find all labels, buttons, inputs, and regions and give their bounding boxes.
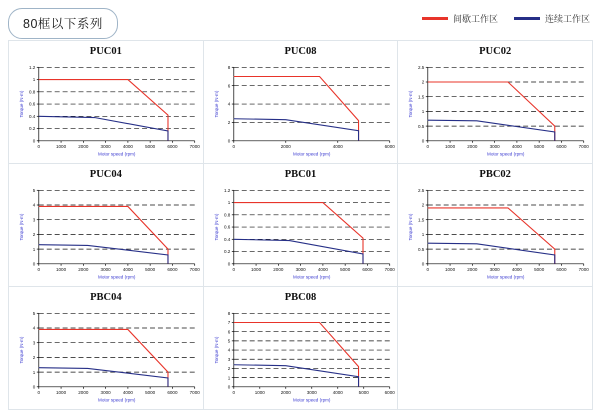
chart-title: PBC01 xyxy=(284,169,317,180)
x-tick-label: 6000 xyxy=(167,267,178,273)
x-tick-label: 1000 xyxy=(56,390,67,396)
x-axis-label: Motor speed (rpm) xyxy=(98,151,136,157)
x-tick-label: 4000 xyxy=(122,144,133,150)
y-tick-label: 0.6 xyxy=(223,224,230,230)
torque-speed-chart xyxy=(204,59,398,163)
x-tick-label: 1000 xyxy=(250,267,261,273)
x-tick-label: 7000 xyxy=(189,390,200,396)
y-axis-label: Torque (N·m) xyxy=(213,336,219,364)
x-axis-label: Motor speed (rpm) xyxy=(487,151,525,157)
x-tick-label: 0 xyxy=(37,144,41,150)
x-tick-label: 1000 xyxy=(56,267,67,273)
y-tick-label: 2 xyxy=(227,120,230,126)
x-tick-label: 5000 xyxy=(145,390,156,396)
y-tick-label: 0 xyxy=(32,261,36,267)
x-axis-label: Motor speed (rpm) xyxy=(292,397,331,403)
x-tick-label: 5000 xyxy=(358,390,369,396)
series-line-continuous xyxy=(233,365,358,387)
torque-speed-chart xyxy=(9,59,203,163)
series-line-continuous xyxy=(39,245,168,264)
y-tick-label: 0 xyxy=(227,138,230,144)
empty-cell xyxy=(398,287,593,410)
x-tick-label: 2000 xyxy=(467,144,478,150)
chart-cell xyxy=(398,41,593,164)
y-tick-label: 2 xyxy=(422,202,425,208)
y-tick-label: 1 xyxy=(227,200,230,206)
y-tick-label: 0.2 xyxy=(223,249,230,255)
y-tick-label: 3 xyxy=(227,356,230,362)
chart-title: PUC08 xyxy=(284,46,317,57)
y-tick-label: 4 xyxy=(32,325,36,331)
chart-title: PBC04 xyxy=(90,292,122,303)
x-tick-label: 6000 xyxy=(384,390,395,396)
y-tick-label: 1 xyxy=(227,375,230,381)
x-tick-label: 3000 xyxy=(489,144,501,150)
y-axis-label: Torque (N·m) xyxy=(408,90,414,118)
x-axis-label: Motor speed (rpm) xyxy=(292,274,331,280)
series-line-continuous xyxy=(39,368,168,387)
series-line-continuous xyxy=(428,120,555,141)
plot-area xyxy=(204,59,398,163)
y-tick-label: 3 xyxy=(32,340,36,346)
torque-speed-chart xyxy=(204,182,398,286)
chart-title: PBC08 xyxy=(284,292,317,303)
y-axis-label: Torque (N·m) xyxy=(213,90,219,118)
chart-title: PUC02 xyxy=(479,46,512,57)
series-line-continuous xyxy=(233,119,358,141)
x-tick-label: 0 xyxy=(426,267,430,273)
x-tick-label: 5000 xyxy=(534,267,545,273)
chart-cell xyxy=(204,164,399,287)
x-tick-label: 4000 xyxy=(512,267,523,273)
chart-cell xyxy=(204,41,399,164)
y-tick-label: 0 xyxy=(32,138,36,144)
x-tick-label: 0 xyxy=(37,390,41,396)
x-tick-label: 0 xyxy=(37,267,41,273)
series-line-intermittent xyxy=(39,206,168,263)
x-tick-label: 5000 xyxy=(145,144,156,150)
x-tick-label: 3000 xyxy=(306,390,317,396)
torque-speed-chart xyxy=(398,59,592,163)
y-tick-label: 0.4 xyxy=(28,113,36,119)
y-tick-label: 0 xyxy=(32,384,36,390)
x-tick-label: 2000 xyxy=(78,144,89,150)
x-tick-label: 1000 xyxy=(56,144,67,150)
chart-grid xyxy=(8,40,593,410)
torque-speed-chart xyxy=(9,182,203,286)
x-axis-label: Motor speed (rpm) xyxy=(487,274,525,280)
y-tick-label: 1 xyxy=(32,369,36,375)
x-axis-label: Motor speed (rpm) xyxy=(98,397,136,403)
x-tick-label: 7000 xyxy=(578,267,590,273)
y-tick-label: 1 xyxy=(32,77,36,83)
chart-cell xyxy=(204,287,399,410)
x-tick-label: 3000 xyxy=(100,390,111,396)
x-tick-label: 6000 xyxy=(556,144,567,150)
y-tick-label: 0.6 xyxy=(28,101,36,107)
x-tick-label: 7000 xyxy=(189,267,200,273)
chart-title: PUC01 xyxy=(89,46,122,57)
y-tick-label: 1 xyxy=(422,109,425,115)
y-tick-label: 4 xyxy=(32,202,36,208)
y-tick-label: 2 xyxy=(422,79,425,85)
x-tick-label: 2000 xyxy=(467,267,478,273)
x-tick-label: 5000 xyxy=(534,144,545,150)
y-tick-label: 1.2 xyxy=(223,187,230,193)
y-tick-label: 5 xyxy=(227,338,230,344)
x-tick-label: 5000 xyxy=(339,267,350,273)
x-tick-label: 2000 xyxy=(272,267,284,273)
torque-speed-chart xyxy=(398,182,592,286)
y-axis-label: Torque (N·m) xyxy=(213,213,219,241)
series-line-intermittent xyxy=(233,76,358,140)
x-tick-label: 1000 xyxy=(445,144,456,150)
series-line-intermittent xyxy=(233,322,358,386)
legend-swatch-continuous xyxy=(514,17,540,20)
x-tick-label: 6000 xyxy=(167,144,178,150)
y-tick-label: 2 xyxy=(227,366,230,372)
x-tick-label: 6000 xyxy=(362,267,373,273)
x-tick-label: 3000 xyxy=(100,144,111,150)
x-tick-label: 3000 xyxy=(489,267,501,273)
x-axis-label: Motor speed (rpm) xyxy=(292,151,331,157)
plot-area xyxy=(9,182,203,286)
x-tick-label: 7000 xyxy=(578,144,590,150)
x-tick-label: 6000 xyxy=(556,267,567,273)
x-tick-label: 4000 xyxy=(122,390,133,396)
x-tick-label: 7000 xyxy=(189,144,200,150)
series-line-intermittent xyxy=(428,208,555,264)
x-tick-label: 6000 xyxy=(384,144,395,150)
legend-label-intermittent: 间歇工作区 xyxy=(452,14,498,24)
y-tick-label: 6 xyxy=(227,83,230,89)
y-tick-label: 1.5 xyxy=(418,94,425,100)
x-tick-label: 4000 xyxy=(332,144,343,150)
chart-title: PUC04 xyxy=(89,169,122,180)
x-tick-label: 0 xyxy=(426,144,430,150)
x-tick-label: 3000 xyxy=(295,267,306,273)
y-axis-label: Torque (N·m) xyxy=(18,213,24,241)
plot-area xyxy=(204,182,398,286)
x-axis-label: Motor speed (rpm) xyxy=(98,274,136,280)
y-tick-label: 2.5 xyxy=(418,187,425,193)
series-line-intermittent xyxy=(233,203,362,264)
x-tick-label: 0 xyxy=(232,267,235,273)
chart-cell xyxy=(398,164,593,287)
page-header xyxy=(0,0,600,40)
chart-cell xyxy=(9,164,204,287)
y-axis-label: Torque (N·m) xyxy=(408,213,414,241)
x-tick-label: 4000 xyxy=(332,390,343,396)
y-tick-label: 8 xyxy=(227,310,230,316)
y-tick-label: 0 xyxy=(422,138,425,144)
y-axis-label: Torque (N·m) xyxy=(18,90,24,118)
x-tick-label: 2000 xyxy=(78,390,89,396)
y-tick-label: 0.4 xyxy=(223,236,230,242)
y-tick-label: 0.2 xyxy=(28,126,36,132)
y-tick-label: 1 xyxy=(422,232,425,238)
plot-area xyxy=(9,305,203,409)
x-tick-label: 3000 xyxy=(100,267,111,273)
plot-area xyxy=(9,59,203,163)
y-tick-label: 0.8 xyxy=(223,212,230,218)
y-tick-label: 0.5 xyxy=(418,246,425,252)
series-line-intermittent xyxy=(39,80,168,141)
y-tick-label: 0.8 xyxy=(28,89,36,95)
plot-area xyxy=(204,305,398,409)
series-tag: 80框以下系列 xyxy=(8,8,118,39)
x-tick-label: 1000 xyxy=(254,390,265,396)
series-line-continuous xyxy=(428,243,555,264)
y-tick-label: 7 xyxy=(227,320,230,326)
x-tick-label: 4000 xyxy=(122,267,133,273)
y-tick-label: 0.5 xyxy=(418,123,425,129)
series-line-intermittent xyxy=(39,329,168,386)
x-tick-label: 6000 xyxy=(167,390,178,396)
y-tick-label: 4 xyxy=(227,347,230,353)
legend-item-continuous xyxy=(514,12,590,25)
legend-swatch-intermittent xyxy=(422,17,448,20)
y-tick-label: 2 xyxy=(32,232,36,238)
legend-label-continuous: 连续工作区 xyxy=(544,14,590,24)
y-tick-label: 0 xyxy=(227,261,230,267)
torque-speed-chart xyxy=(204,305,398,409)
legend-item-intermittent xyxy=(422,12,498,25)
x-tick-label: 2000 xyxy=(280,144,291,150)
y-tick-label: 4 xyxy=(227,101,230,107)
torque-speed-chart xyxy=(9,305,203,409)
plot-area xyxy=(398,59,592,163)
y-tick-label: 1.5 xyxy=(418,217,425,223)
chart-cell xyxy=(9,41,204,164)
y-tick-label: 0 xyxy=(227,384,230,390)
x-tick-label: 5000 xyxy=(145,267,156,273)
y-tick-label: 5 xyxy=(32,187,36,193)
x-tick-label: 0 xyxy=(232,390,235,396)
y-tick-label: 0 xyxy=(422,261,425,267)
x-tick-label: 0 xyxy=(232,144,235,150)
x-tick-label: 1000 xyxy=(445,267,456,273)
x-tick-label: 2000 xyxy=(280,390,291,396)
x-tick-label: 7000 xyxy=(384,267,395,273)
chart-cell xyxy=(9,287,204,410)
y-tick-label: 1 xyxy=(32,246,36,252)
legend xyxy=(422,12,590,25)
y-tick-label: 5 xyxy=(32,310,36,316)
y-tick-label: 2.5 xyxy=(418,64,425,70)
x-tick-label: 2000 xyxy=(78,267,89,273)
y-tick-label: 1.2 xyxy=(28,64,36,70)
y-axis-label: Torque (N·m) xyxy=(18,336,24,364)
y-tick-label: 6 xyxy=(227,329,230,335)
y-tick-label: 2 xyxy=(32,355,36,361)
chart-title: PBC02 xyxy=(479,169,511,180)
x-tick-label: 4000 xyxy=(512,144,523,150)
y-tick-label: 3 xyxy=(32,217,36,223)
plot-area xyxy=(398,182,592,286)
x-tick-label: 4000 xyxy=(317,267,328,273)
y-tick-label: 8 xyxy=(227,64,230,70)
